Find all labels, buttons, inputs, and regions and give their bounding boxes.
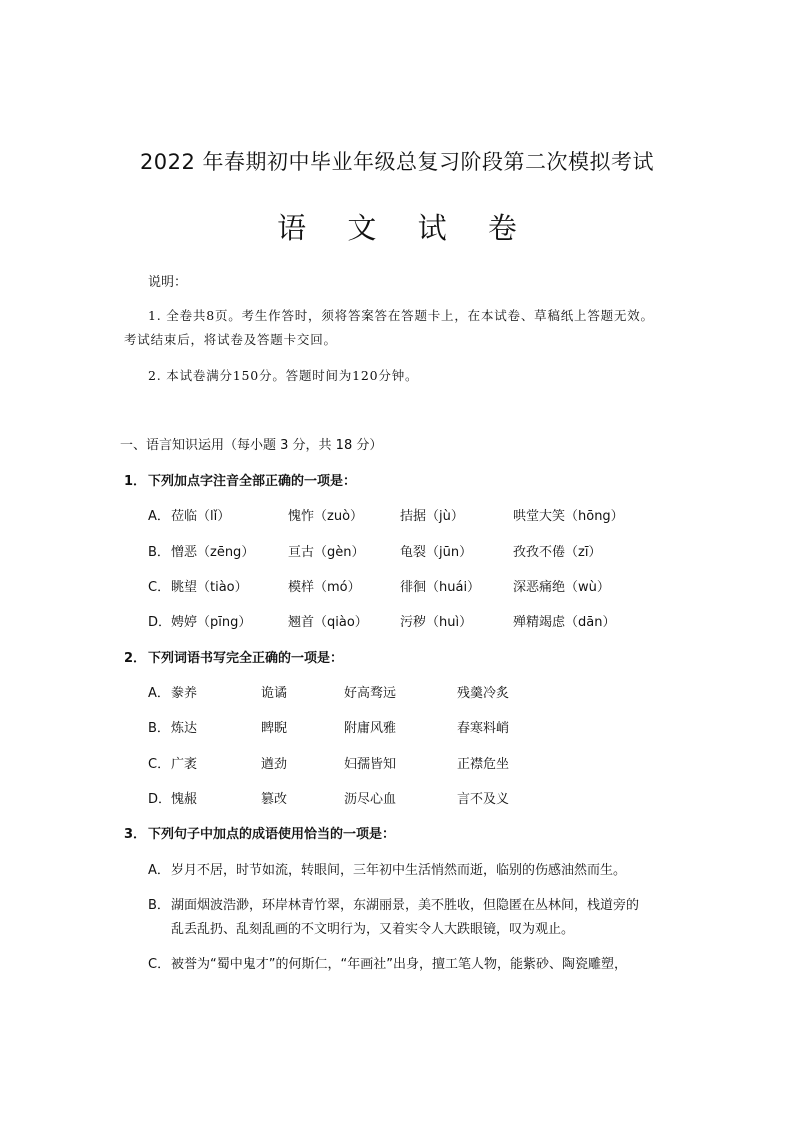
option-label: D． — [148, 615, 172, 630]
instruction-1-line1: 1. 全卷共8页。考生作答时，须将答案答在答题卡上，在本试卷、草稿纸上答题无效。 — [148, 308, 654, 323]
question-2-stem: 下列词语书写完全正确的一项是： — [148, 651, 344, 666]
exam-title: 2022 年春期初中毕业年级总复习阶段第二次模拟考试 — [139, 150, 655, 174]
instruction-1-line2: 考试结束后，将试卷及答题卡交回。 — [124, 332, 337, 347]
option-item: 好高骛远 — [344, 686, 397, 701]
option-item: 残羹冷炙 — [457, 686, 510, 701]
option-label: A． — [148, 509, 170, 524]
option-item: 遒劲 — [261, 757, 288, 772]
option-item: 沥尽心血 — [344, 792, 397, 807]
option-label: B． — [148, 545, 170, 560]
option-item: 篡改 — [261, 792, 288, 807]
section-heading: 一、语言知识运用（每小题 3 分，共 18 分） — [120, 438, 383, 453]
option-item: 拮据（jù） — [400, 509, 464, 524]
option-label: A． — [148, 863, 170, 878]
option-item: 殚精竭虑（dān） — [513, 615, 616, 630]
option-item: 龟裂（jūn） — [400, 545, 473, 560]
question-1-number: 1． — [124, 474, 147, 489]
option-label: C． — [148, 957, 171, 972]
option-item: 正襟危坐 — [457, 757, 510, 772]
question-1-stem: 下列加点字注音全部正确的一项是： — [148, 474, 357, 489]
option-item: 眺望（tiào） — [171, 580, 248, 595]
option-item: 言不及义 — [457, 792, 510, 807]
option-label: B． — [148, 898, 170, 913]
option-label: B． — [148, 721, 170, 736]
option-label: C． — [148, 757, 171, 772]
option-label: D． — [148, 792, 172, 807]
instructions-label: 说明： — [148, 275, 188, 290]
option-text-continued: 乱丢乱扔、乱刻乱画的不文明行为，又着实令人大跌眼镜，叹为观止。 — [171, 922, 575, 937]
option-item: 孜孜不倦（zī） — [513, 545, 602, 560]
option-item: 亘古（gèn） — [288, 545, 365, 560]
option-item: 憎恶（zēng） — [171, 545, 255, 560]
option-text: 被誉为“蜀中鬼才”的何斯仁，“年画社”出身，擅工笔人物，能紫砂、陶瓷雕塑， — [171, 957, 627, 972]
option-item: 附庸风雅 — [344, 721, 397, 736]
option-label: C． — [148, 580, 171, 595]
option-item: 污秽（huì） — [400, 615, 473, 630]
option-item: 愧赧 — [171, 792, 198, 807]
subject-title: 语 文 试 卷 — [277, 211, 533, 245]
option-item: 翘首（qiào） — [288, 615, 368, 630]
option-item: 春寒料峭 — [457, 721, 510, 736]
question-2-number: 2． — [124, 651, 147, 666]
question-3-number: 3． — [124, 827, 147, 842]
instruction-2: 2. 本试卷满分150分。答题时间为120分钟。 — [148, 368, 419, 383]
option-text: 湖面烟波浩渺，环岸林青竹翠，东湖丽景，美不胜收，但隐匿在丛林间，栈道旁的 — [171, 898, 640, 913]
option-item: 莅临（lǐ） — [171, 509, 231, 524]
option-item: 广袤 — [171, 757, 198, 772]
option-item: 深恶痛绝（wù） — [513, 580, 610, 595]
option-text: 岁月不居，时节如流，转眼间，三年初中生活悄然而逝，临别的伤感油然而生。 — [171, 863, 627, 878]
option-item: 愧怍（zuò） — [288, 509, 364, 524]
option-item: 模样（mó） — [288, 580, 361, 595]
option-item: 炼达 — [171, 721, 198, 736]
question-3-stem: 下列句子中加点的成语使用恰当的一项是： — [148, 827, 396, 842]
option-label: A． — [148, 686, 170, 701]
option-item: 哄堂大笑（hōng） — [513, 509, 624, 524]
option-item: 徘徊（huái） — [400, 580, 481, 595]
option-item: 娉婷（pīng） — [171, 615, 252, 630]
option-item: 妇孺皆知 — [344, 757, 397, 772]
option-item: 诡谲 — [261, 686, 288, 701]
option-item: 睥睨 — [261, 721, 288, 736]
option-item: 豢养 — [171, 686, 198, 701]
